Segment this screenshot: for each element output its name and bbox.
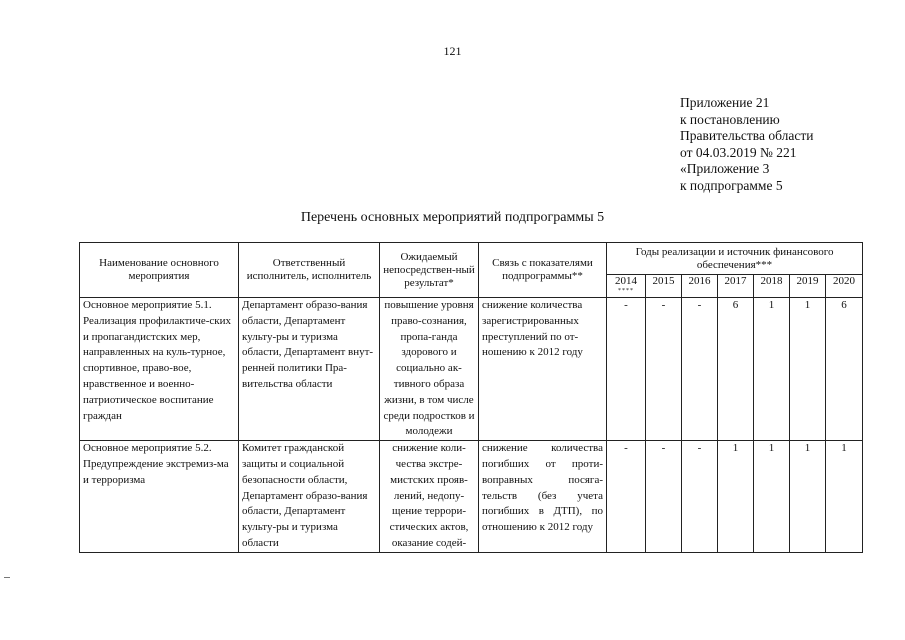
table-row: [80, 298, 863, 441]
appendix-line: к постановлению: [680, 111, 780, 127]
header-year-2015: 2015: [646, 275, 682, 298]
cell-value: -: [607, 441, 646, 553]
table-row: [80, 441, 863, 553]
cell-value: -: [682, 298, 718, 441]
cell-value: -: [646, 298, 682, 441]
appendix-line: «Приложение 3: [680, 161, 770, 176]
cell-value: 6: [718, 298, 754, 441]
cell-result: снижение коли-чества экстре-мистских прояв-лений, недопу-щение террори-стических актов, оказание содей-: [380, 441, 479, 553]
cell-value: 1: [754, 298, 790, 441]
cell-value: 6: [826, 298, 863, 441]
cell-value: -: [646, 441, 682, 553]
header-year-2016: 2016: [682, 275, 718, 298]
cell-value: -: [607, 298, 646, 441]
cell-executor: Комитет гражданской защиты и социальной безопасности области, Департамент образо-вания области, Департамент культу-ры и туризма области: [239, 441, 380, 553]
cell-executor: Департамент образо-вания области, Департамент культу-ры и туризма области, Департамент внут-ренней политики Пра-вительства области: [239, 298, 380, 441]
cell-link: снижение количества погибших от проти-воправных посяга-тельств (без учета погибших в ДТП), по отношению к 2012 году: [479, 441, 607, 553]
appendix-block: [680, 95, 813, 194]
appendix-line: от 04.03.2019 № 221: [680, 144, 797, 160]
header-year-2019: 2019: [790, 275, 826, 298]
cell-value: 1: [718, 441, 754, 553]
header-executor: Ответственный исполнитель, исполнитель: [239, 243, 380, 298]
appendix-line: Правительства области: [680, 128, 814, 143]
year-note: ****: [618, 288, 634, 294]
header-link: Связь с показателями подпрограммы**: [479, 243, 607, 298]
scan-artifact: [4, 577, 10, 578]
cell-value: 1: [790, 441, 826, 553]
document-title: Перечень основных мероприятий подпрограммы 5: [300, 210, 605, 225]
cell-value: 1: [826, 441, 863, 553]
header-years-group: Годы реализации и источник финансового обеспечения***: [607, 243, 863, 275]
cell-result: повышение уровня право-сознания, пропа-ганда здорового и социально ак-тивного образа жизни, в том числе среди подростков и молодежи: [380, 298, 479, 441]
header-name: Наименование основного мероприятия: [80, 243, 239, 298]
header-year-2018: 2018: [754, 275, 790, 298]
cell-name: Основное мероприятие 5.1. Реализация профилактиче-ских и пропагандистских мер, направленных на куль-турное, спортивное, право-вое, нравственное и военно-патриотическое воспитание граждан: [80, 298, 239, 441]
year-label: 2014: [615, 275, 637, 287]
header-year-2014: [607, 275, 646, 298]
cell-value: 1: [790, 298, 826, 441]
cell-link: снижение количества зарегистрированных преступлений по от-ношению к 2012 году: [479, 298, 607, 441]
measures-table: [79, 242, 863, 553]
cell-name: Основное мероприятие 5.2. Предупреждение экстремиз-ма и терроризма: [80, 441, 239, 553]
page-number: 121: [443, 44, 462, 58]
cell-value: -: [682, 441, 718, 553]
header-result: Ожидаемый непосредствен-ный результат*: [380, 243, 479, 298]
appendix-line: к подпрограмме 5: [680, 177, 783, 193]
appendix-line: Приложение 21: [680, 95, 770, 110]
header-year-2017: 2017: [718, 275, 754, 298]
cell-value: 1: [754, 441, 790, 553]
header-year-2020: 2020: [826, 275, 863, 298]
